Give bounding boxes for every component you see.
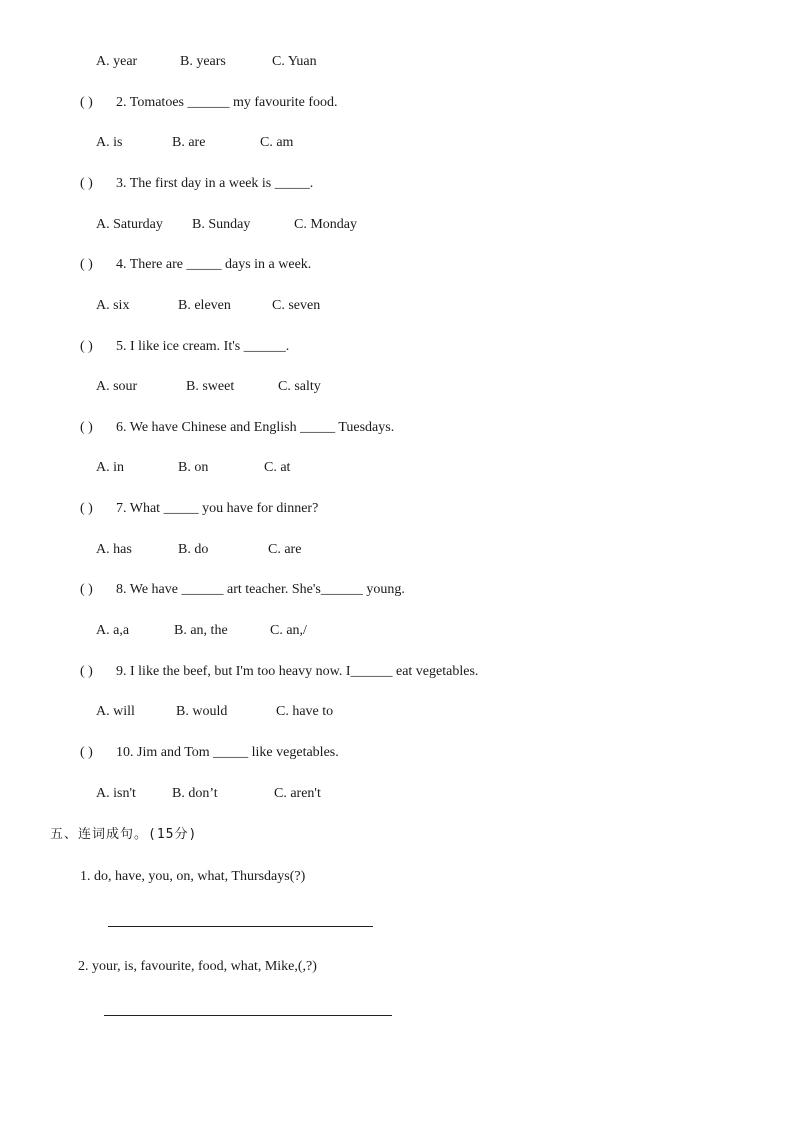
option-b: B. Sunday [192,217,251,232]
answer-line[interactable] [104,1015,392,1016]
answer-blank: ( ) [80,257,93,272]
option-c: C. seven [272,298,321,313]
option-c: C. salty [278,379,321,394]
question-text: 3. The first day in a week is _____. [116,176,314,191]
option-a: A. is [96,135,123,150]
option-c: C. are [268,542,302,557]
answer-blank: ( ) [80,582,93,597]
answer-blank: ( ) [80,664,93,679]
option-b: B. do [178,542,209,557]
option-a: A. in [96,460,124,475]
answer-blank: ( ) [80,176,93,191]
question-text: 8. We have ______ art teacher. She's______ young. [116,582,405,597]
answer-line[interactable] [108,926,373,927]
option-b: B. don’t [172,786,218,801]
option-a: A. will [96,704,135,719]
question-text: 5. I like ice cream. It's ______. [116,339,290,354]
prompt-item: 2. your, is, favourite, food, what, Mike,(,?) [78,959,317,974]
option-b: B. are [172,135,206,150]
option-a: A. a,a [96,623,130,638]
option-c: C. at [264,460,291,475]
option-a: A. sour [96,379,138,394]
option-a: A. year [96,54,138,69]
answer-blank: ( ) [80,95,93,110]
question-text: 10. Jim and Tom _____ like vegetables. [116,745,339,760]
section-title: 五、连词成句。(15分) [50,827,198,842]
answer-blank: ( ) [80,501,93,516]
option-b: B. would [176,704,228,719]
option-c: C. am [260,135,294,150]
question-text: 6. We have Chinese and English _____ Tuesdays. [116,420,395,435]
option-a: A. isn't [96,786,136,801]
option-a: A. six [96,298,130,313]
option-b: B. on [178,460,209,475]
answer-blank: ( ) [80,339,93,354]
answer-blank: ( ) [80,420,93,435]
option-b: B. sweet [186,379,235,394]
question-text: 4. There are _____ days in a week. [116,257,312,272]
option-b: B. eleven [178,298,231,313]
question-text: 9. I like the beef, but I'm too heavy now. I______ eat vegetables. [116,664,479,679]
prompt-item: 1. do, have, you, on, what, Thursdays(?) [80,869,306,884]
option-b: B. years [180,54,226,69]
option-c: C. Yuan [272,54,317,69]
option-a: A. Saturday [96,217,163,232]
option-b: B. an, the [174,623,228,638]
option-a: A. has [96,542,132,557]
option-c: C. Monday [294,217,357,232]
question-text: 7. What _____ you have for dinner? [116,501,319,516]
option-c: C. aren't [274,786,321,801]
option-c: C. have to [276,704,334,719]
answer-blank: ( ) [80,745,93,760]
question-text: 2. Tomatoes ______ my favourite food. [116,95,338,110]
option-c: C. an,/ [270,623,307,638]
